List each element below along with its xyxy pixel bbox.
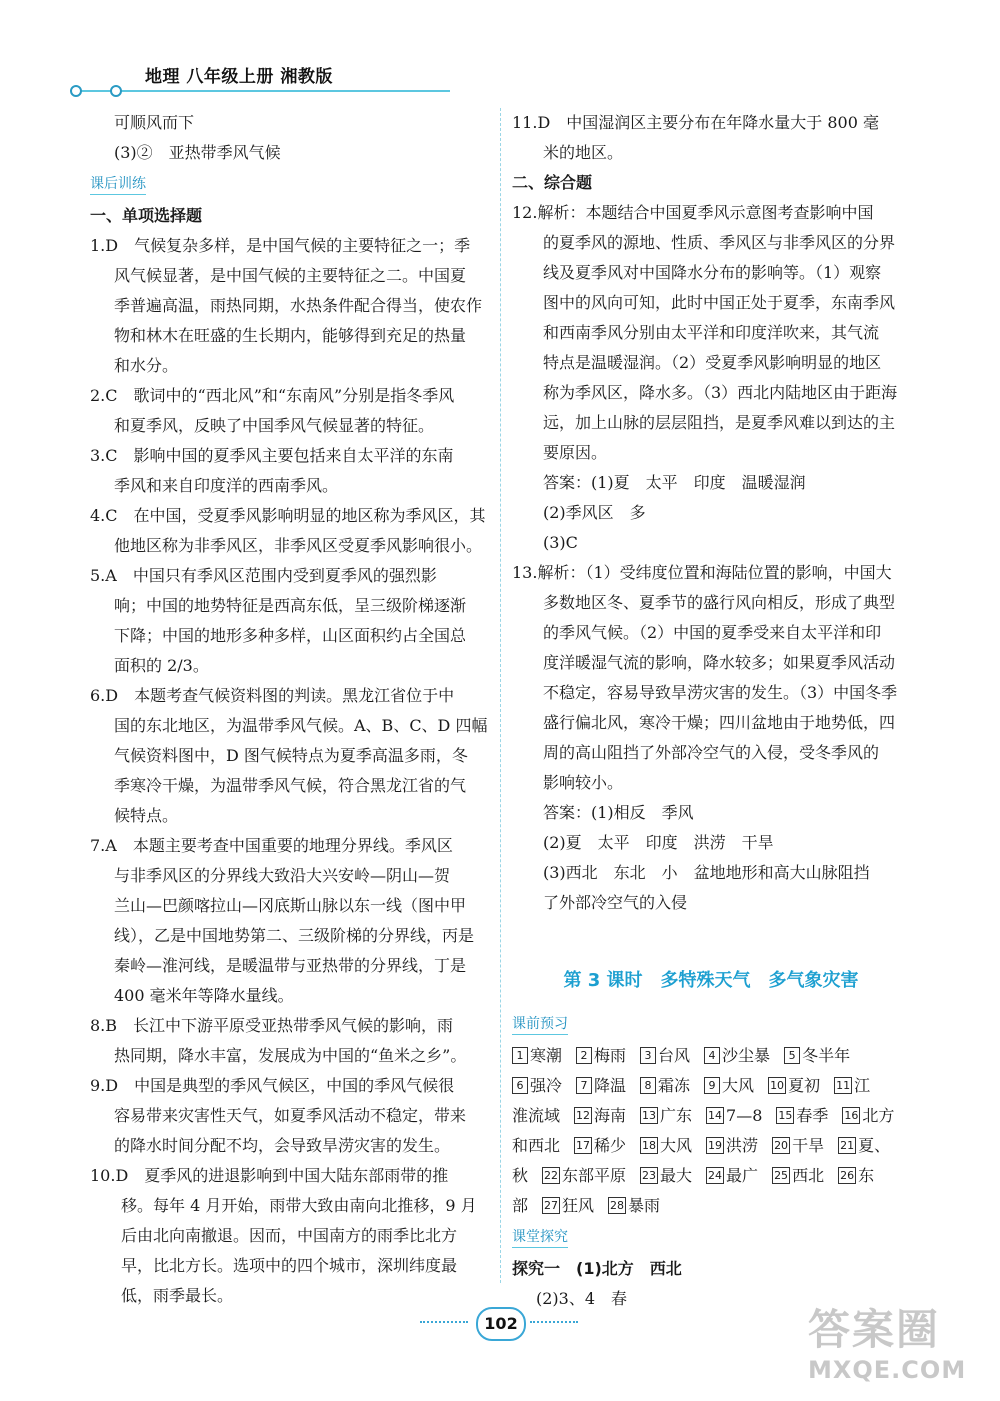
answer-number-box: 9 (704, 1077, 720, 1094)
answer-text: 夏、 (858, 1136, 891, 1155)
watermark-url: MXQE.COM (808, 1356, 967, 1384)
answer-item-5 (90, 561, 488, 681)
header-dot-right (110, 85, 122, 97)
answer-text: 夏初 (788, 1076, 821, 1095)
answer-line: (2)季风区 多 (543, 503, 646, 522)
text-line: 要原因。 (543, 443, 608, 462)
text-line: 季普遍高温，雨热同期，水热条件配合得当，使农作 (114, 296, 483, 315)
intro-line: 可顺风而下 (114, 113, 195, 132)
answer-number-box: 11 (836, 1079, 851, 1092)
answer-number-box: 19 (708, 1139, 723, 1152)
text-line: 和水分。 (114, 356, 179, 375)
answer-item-2 (90, 381, 488, 441)
answer-number-box: 6 (512, 1077, 528, 1094)
answer-line: (3)C (543, 533, 578, 552)
footer-dots-right (530, 1321, 578, 1323)
text-line: 下降；中国的地形多种多样，山区面积约占全国总 (114, 626, 467, 645)
answer-number-box: 2 (576, 1047, 592, 1064)
answer-number-box: 4 (704, 1047, 720, 1064)
section-tag-after-class: 课后训练 (90, 174, 146, 195)
answer-line: 答案：(1)相反 季风 (543, 803, 694, 822)
answer-text: 冬半年 (802, 1046, 851, 1065)
text-line: 后由北向南撤退。因而，中国南方的雨季比北方 (121, 1226, 458, 1245)
watermark-logo (808, 1305, 988, 1395)
answer-line: (3)西北 东北 小 盆地地形和高大山脉阻挡 (543, 863, 870, 882)
preview-row (512, 1191, 910, 1221)
text-line: 影响较小。 (543, 773, 624, 792)
answer-text: 狂风 (562, 1196, 595, 1215)
text-line: 13.解析：（1）受纬度位置和海陆位置的影响，中国大 (512, 563, 892, 582)
section-tag-class-explore: 课堂探究 (512, 1227, 568, 1248)
answer-text: 春季 (796, 1106, 829, 1125)
section-tag-preview: 课前预习 (512, 1014, 568, 1035)
right-column (512, 108, 910, 1314)
answer-text: 东 (858, 1166, 875, 1185)
answer-item-13 (512, 558, 910, 918)
text-line: 图中的风向可知，此时中国正处于夏季，东南季风 (543, 293, 896, 312)
text-line: 的降水时间分配不均，会导致旱涝灾害的发生。 (114, 1136, 451, 1155)
answer-item-3 (90, 441, 488, 501)
answer-item-1 (90, 231, 488, 381)
page-footer (420, 1305, 580, 1341)
text-line: 12.解析：本题结合中国夏季风示意图考查影响中国 (512, 203, 874, 222)
lesson-title: 第 3 课时 多特殊天气 多气象灾害 (563, 970, 859, 991)
answer-text: 稀少 (594, 1136, 627, 1155)
answer-number-box: 28 (610, 1199, 625, 1212)
text-line: 线），乙是中国地势第二、三级阶梯的分界线，丙是 (114, 926, 475, 945)
answer-number-box: 16 (844, 1109, 859, 1122)
answer-text: 最广 (726, 1166, 759, 1185)
answer-number-box: 26 (840, 1169, 855, 1182)
text-line: 9.D 中国是典型的季风气候区，中国的季风气候很 (90, 1076, 455, 1095)
text-line: 米的地区。 (543, 143, 624, 162)
page-header (60, 62, 460, 102)
answer-text: 北方 (862, 1106, 895, 1125)
answer-text: 东部平原 (562, 1166, 627, 1185)
answer-text: 大风 (722, 1076, 755, 1095)
answer-item-10 (90, 1161, 488, 1311)
text-line: 7.A 本题主要考查中国重要的地理分界线。季风区 (90, 836, 453, 855)
text-line: 远，加上山脉的层层阻挡，是夏季风难以到达的主 (543, 413, 896, 432)
answer-text: 和西北 (512, 1136, 561, 1155)
section-heading-single-choice: 一、单项选择题 (90, 206, 203, 225)
text-line: 称为季风区，降水多。（3）西北内陆地区由于距海 (543, 383, 898, 402)
answer-text: 秋 (512, 1166, 529, 1185)
text-line: 兰山—巴颜喀拉山—冈底斯山脉以东一线（图中甲 (114, 896, 467, 915)
text-line: 气候资料图中，D 图气候特点为夏季高温多雨，冬 (114, 746, 468, 765)
text-line: 国的东北地区，为温带季风气候。A、B、C、D 四幅 (114, 716, 488, 735)
footer-dots-left (420, 1321, 468, 1323)
text-line: 8.B 长江中下游平原受亚热带季风气候的影响，雨 (90, 1016, 454, 1035)
answer-number-box: 22 (544, 1169, 559, 1182)
answer-number-box: 5 (784, 1047, 800, 1064)
explore-line: 探究一 (1)北方 西北 (512, 1259, 682, 1278)
answer-text: 降温 (594, 1076, 627, 1095)
answer-text: 干旱 (792, 1136, 825, 1155)
text-line: 2.C 歌词中的“西北风”和“东南风”分别是指冬季风 (90, 386, 455, 405)
header-rule (72, 90, 450, 92)
text-line: 10.D 夏季风的进退影响到中国大陆东部雨带的推 (90, 1166, 449, 1185)
answer-item-11 (512, 108, 910, 168)
answer-text: 暴雨 (628, 1196, 661, 1215)
answer-text: 梅雨 (594, 1046, 627, 1065)
answer-number-box: 14 (708, 1109, 723, 1122)
text-line: 热同期，降水丰富，发展成为中国的“鱼米之乡”。 (114, 1046, 467, 1065)
text-line: 秦岭—淮河线，是暖温带与亚热带的分界线，丁是 (114, 956, 467, 975)
preview-answers (512, 1041, 910, 1221)
text-line: 响；中国的地势特征是西高东低，呈三级阶梯逐渐 (114, 596, 467, 615)
text-line: 400 毫米年等降水量线。 (114, 986, 294, 1005)
section-heading-comprehensive: 二、综合题 (512, 173, 593, 192)
text-line: 线及夏季风对中国降水分布的影响等。（1）观察 (543, 263, 882, 282)
answer-number-box: 17 (576, 1139, 591, 1152)
answer-text: 强冷 (530, 1076, 563, 1095)
answer-number-box: 27 (544, 1199, 559, 1212)
answer-text: 淮流域 (512, 1106, 561, 1125)
answer-text: 海南 (594, 1106, 627, 1125)
answer-item-6 (90, 681, 488, 831)
text-line: 4.C 在中国，受夏季风影响明显的地区称为季风区，其 (90, 506, 486, 525)
header-dot-left (70, 85, 82, 97)
answer-line: 答案：(1)夏 太平 印度 温暖湿润 (543, 473, 806, 492)
text-line: 的夏季风的源地、性质、季风区与非季风区的分界 (543, 233, 896, 252)
text-line: 多数地区冬、夏季节的盛行风向相反，形成了典型 (543, 593, 896, 612)
page-number: 102 (476, 1307, 526, 1341)
answer-number-box: 1 (512, 1047, 528, 1064)
explore-line: (2)3、4 春 (536, 1289, 628, 1308)
answer-number-box: 13 (642, 1109, 657, 1122)
answer-number-box: 12 (576, 1109, 591, 1122)
answer-number-box: 20 (774, 1139, 789, 1152)
answer-text: 7—8 (726, 1106, 763, 1125)
header-title: 地理 八年级上册 湘教版 (145, 67, 333, 87)
text-line: 11.D 中国湿润区主要分布在年降水量大于 800 毫 (512, 113, 879, 132)
text-line: 和西南季风分别由太平洋和印度洋吹来，其气流 (543, 323, 880, 342)
answer-text: 洪涝 (726, 1136, 759, 1155)
answer-text: 寒潮 (530, 1046, 563, 1065)
answer-number-box: 7 (576, 1077, 592, 1094)
text-line: 盛行偏北风，寒冷干燥；四川盆地由于地势低，四 (543, 713, 896, 732)
watermark-text: 答案圈 (808, 1305, 941, 1354)
answer-text: 沙尘暴 (722, 1046, 771, 1065)
text-line: 季寒冷干燥，为温带季风气候，符合黑龙江省的气 (114, 776, 467, 795)
text-line: 1.D 气候复杂多样，是中国气候的主要特征之一；季 (90, 236, 471, 255)
left-column (90, 108, 488, 1311)
text-line: 季风和来自印度洋的西南季风。 (114, 476, 339, 495)
answer-item-4 (90, 501, 488, 561)
text-line: 特点是温暖湿润。（2）受夏季风影响明显的地区 (543, 353, 882, 372)
text-line: 6.D 本题考查气候资料图的判读。黑龙江省位于中 (90, 686, 455, 705)
answer-number-box: 8 (640, 1077, 656, 1094)
answer-text: 西北 (792, 1166, 825, 1185)
answer-number-box: 25 (774, 1169, 789, 1182)
text-line: 不稳定，容易导致旱涝灾害的发生。（3）中国冬季 (543, 683, 898, 702)
answer-number-box: 23 (642, 1169, 657, 1182)
answer-number-box: 21 (840, 1139, 855, 1152)
text-line: 周的高山阻挡了外部冷空气的入侵，受冬季风的 (543, 743, 880, 762)
text-line: 度洋暖湿气流的影响，降水较多；如果夏季风活动 (543, 653, 896, 672)
preview-row (512, 1161, 910, 1191)
answer-item-9 (90, 1071, 488, 1161)
text-line: 风气候显著，是中国气候的主要特征之二。中国夏 (114, 266, 467, 285)
preview-row (512, 1131, 910, 1161)
answer-text: 台风 (658, 1046, 691, 1065)
text-line: 容易带来灾害性天气，如夏季风活动不稳定，带来 (114, 1106, 467, 1125)
text-line: 的季风气候。（2）中国的夏季受来自太平洋和印 (543, 623, 882, 642)
answer-text: 大风 (660, 1136, 693, 1155)
preview-row (512, 1071, 910, 1101)
answer-line: (2)夏 太平 印度 洪涝 干旱 (543, 833, 774, 852)
preview-row (512, 1041, 910, 1071)
answer-text: 最大 (660, 1166, 693, 1185)
answer-text: 广东 (660, 1106, 693, 1125)
text-line: 他地区称为非季风区，非季风区受夏季风影响很小。 (114, 536, 483, 555)
text-line: 3.C 影响中国的夏季风主要包括来自太平洋的东南 (90, 446, 454, 465)
answer-item-12 (512, 198, 910, 558)
answer-number-box: 24 (708, 1169, 723, 1182)
answer-item-7 (90, 831, 488, 1011)
answer-text: 霜冻 (658, 1076, 691, 1095)
answer-number-box: 15 (778, 1109, 793, 1122)
text-line: 低，雨季最长。 (121, 1286, 234, 1305)
text-line: 面积的 2/3。 (114, 656, 209, 675)
text-line: 候特点。 (114, 806, 179, 825)
text-line: 移。每年 4 月开始，雨带大致由南向北推移，9 月 (121, 1196, 477, 1215)
answer-text: 部 (512, 1196, 529, 1215)
text-line: 5.A 中国只有季风区范围内受到夏季风的强烈影 (90, 566, 437, 585)
text-line: 早，比北方长。选项中的四个城市，深圳纬度最 (121, 1256, 458, 1275)
answer-text: 江 (854, 1076, 871, 1095)
answer-line: 了外部冷空气的入侵 (543, 893, 688, 912)
answer-number-box: 3 (640, 1047, 656, 1064)
text-line: 和夏季风，反映了中国季风气候显著的特征。 (114, 416, 435, 435)
column-divider (500, 108, 501, 1283)
answer-number-box: 18 (642, 1139, 657, 1152)
preview-row (512, 1101, 910, 1131)
intro-line: (3)② 亚热带季风气候 (114, 143, 281, 162)
answer-number-box: 10 (770, 1079, 785, 1092)
answer-item-8 (90, 1011, 488, 1071)
text-line: 与非季风区的分界线大致沿大兴安岭—阴山—贺 (114, 866, 451, 885)
text-line: 物和林木在旺盛的生长期内，能够得到充足的热量 (114, 326, 467, 345)
